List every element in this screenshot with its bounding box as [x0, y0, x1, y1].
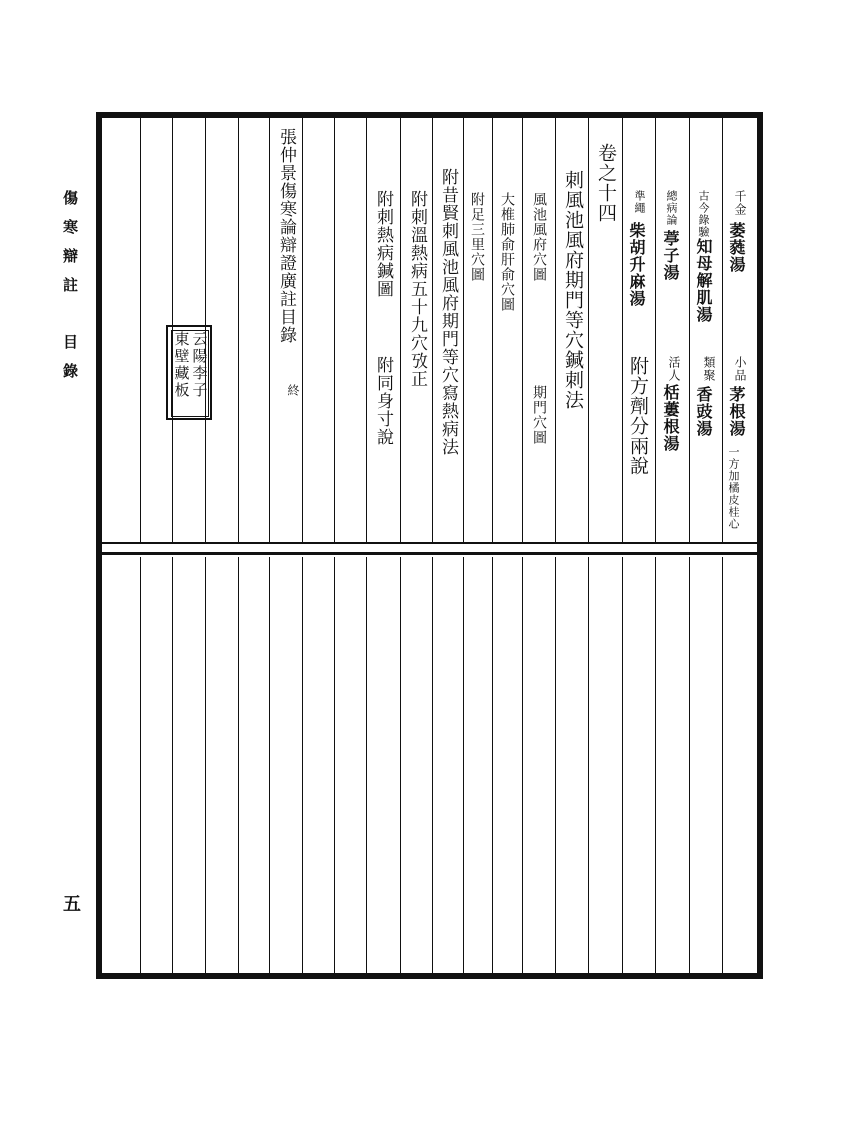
col3-title: 葶子湯: [661, 230, 680, 281]
page-number: 五: [63, 894, 81, 915]
seal-text-left: 東壁藏板: [172, 331, 191, 399]
collector-seal: [166, 325, 212, 420]
col8-entry: 大椎肺俞肝俞穴圖: [499, 192, 515, 312]
col9-entry: 附足三里穴圖: [469, 192, 485, 282]
col1-title: 萎蕤湯: [727, 222, 746, 273]
col1-annotation: 一方加橘皮桂心: [727, 446, 740, 530]
col11-entry: 附刺溫熱病五十九穴攷正: [407, 190, 427, 388]
col3-title-2: 栝蔞根湯: [661, 384, 680, 452]
divider-line-upper: [102, 542, 757, 544]
col10-entry: 附昔賢刺風池風府期門等穴寫熱病法: [438, 168, 458, 456]
col2-note-2: 類聚: [702, 356, 716, 382]
col4-note: 準繩: [633, 190, 646, 214]
col6-entry: 刺風池風府期門等穴鍼刺法: [562, 170, 584, 410]
col2-title: 知母解肌湯: [694, 238, 713, 323]
margin-title: [60, 190, 81, 392]
toc-end-mark: 終: [286, 384, 300, 397]
divider-line-lower: [102, 552, 757, 555]
toc-closing-line: 張仲景傷寒論辯證廣註目錄: [276, 128, 296, 344]
col1-note: 千金: [733, 190, 747, 216]
col7-entry: 風池風府穴圖: [531, 192, 547, 282]
col12-entry: 附刺熱病鍼圖: [373, 190, 393, 298]
col7-entry-2: 期門穴圖: [531, 385, 547, 445]
col1-note-2: 小品: [733, 356, 747, 382]
col1-title-2: 茅根湯: [727, 386, 746, 437]
col3-note-2: 活人: [667, 356, 681, 382]
col4-title-2: 附方劑分兩說: [627, 356, 649, 476]
seal-text-right: 云陽李子: [190, 331, 209, 399]
col12-entry-2: 附同身寸說: [373, 356, 393, 446]
col3-note: 總病論: [665, 190, 678, 226]
volume-heading: 卷之十四: [595, 143, 617, 223]
col2-note: 古今錄驗: [697, 190, 710, 238]
col2-title-2: 香豉湯: [694, 386, 713, 437]
col4-title: 柴胡升麻湯: [627, 222, 646, 307]
book-title: 傷寒辯註: [61, 190, 79, 306]
section-label: 目錄: [61, 334, 79, 392]
